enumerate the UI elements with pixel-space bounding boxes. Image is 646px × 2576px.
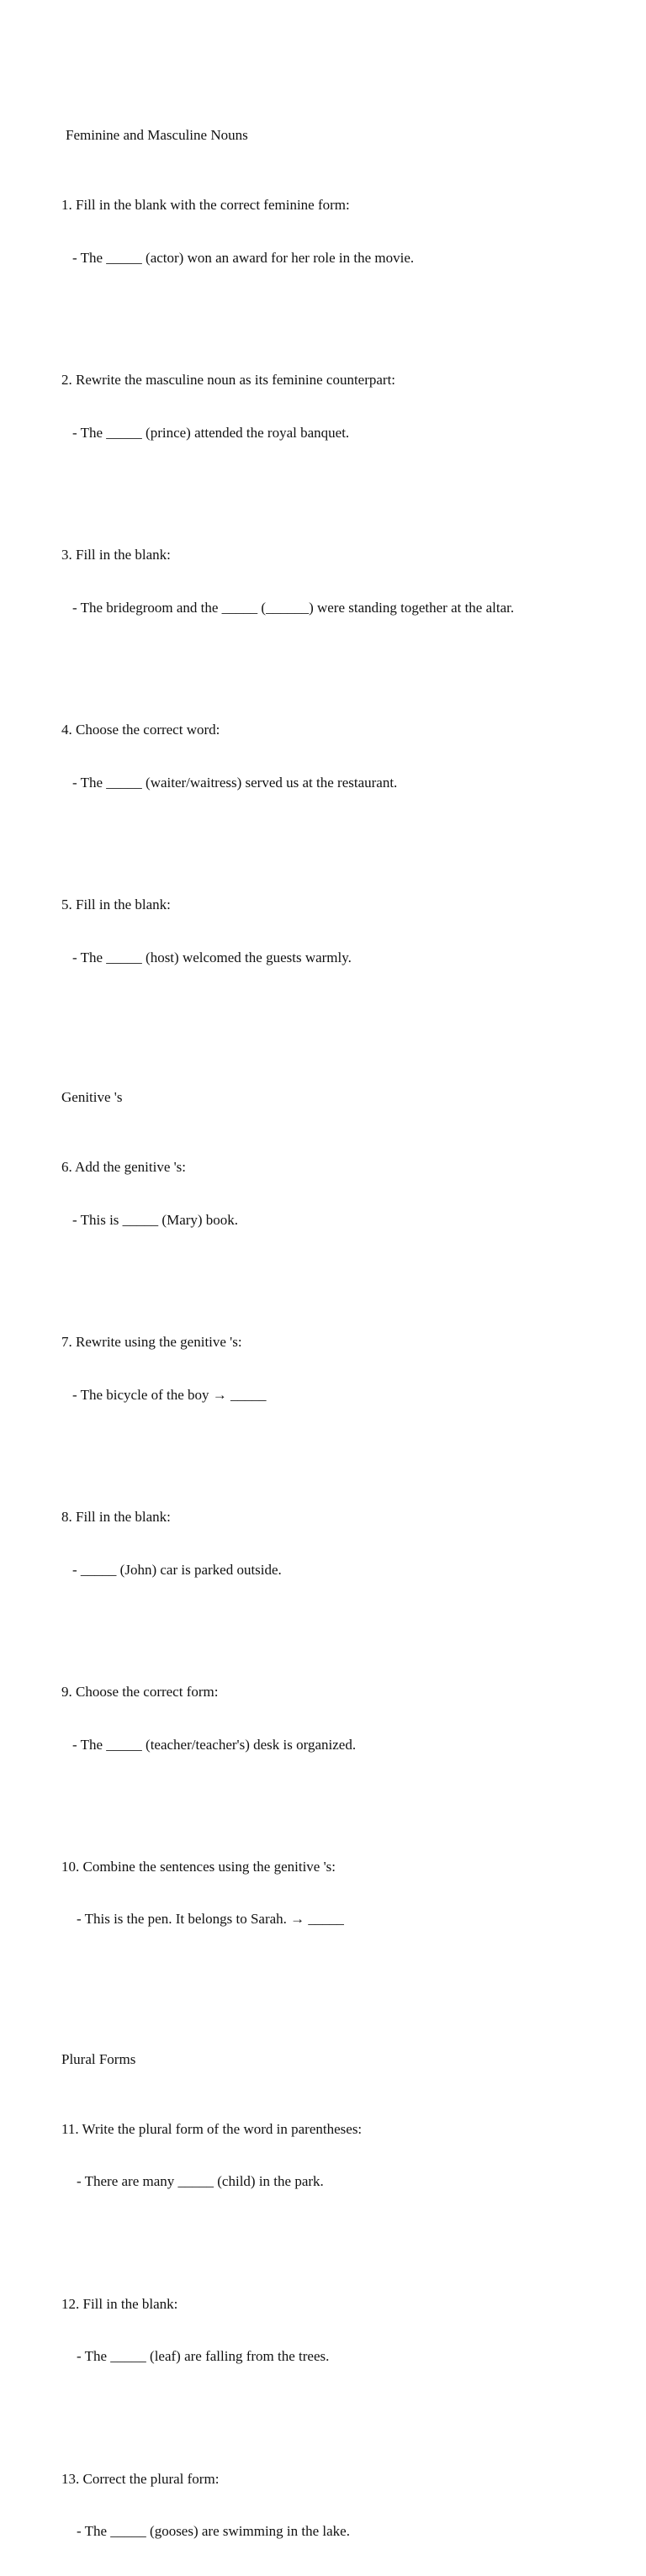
exercise-line: - The bicycle of the boy → _____ <box>72 1386 267 1403</box>
question-prompt: 12. Fill in the blank: <box>61 2296 178 2312</box>
exercise-line: - This is _____ (Mary) book. <box>72 1211 239 1228</box>
question-prompt: 7. Rewrite using the genitive 's: <box>61 1334 242 1351</box>
question-prompt: 10. Combine the sentences using the genitive 's: <box>61 1859 336 1875</box>
exercise-line: - There are many _____ (child) in the park. <box>77 2173 324 2190</box>
question-prompt: 6. Add the genitive 's: <box>61 1159 187 1176</box>
spacer <box>61 302 633 320</box>
spacer <box>61 1264 633 1282</box>
question-prompt: 1. Fill in the blank with the correct feminine form: <box>61 197 350 214</box>
spacer <box>61 1614 633 1632</box>
spacer <box>61 1002 633 1019</box>
exercise-line: - The bridegroom and the _____ (______) were standing together at the altar. <box>72 599 515 616</box>
worksheet-page <box>61 57 633 2576</box>
question-prompt: 8. Fill in the blank: <box>61 1509 171 1526</box>
spacer <box>61 1964 633 1981</box>
question-prompt: 13. Correct the plural form: <box>61 2470 220 2487</box>
exercise-line: - The _____ (waiter/waitress) served us at the restaurant. <box>72 774 398 791</box>
exercise-line: - _____ (John) car is parked outside. <box>72 1561 282 1578</box>
spacer <box>61 827 633 844</box>
question-prompt: 5. Fill in the blank: <box>61 897 171 913</box>
exercise-line: - The _____ (teacher/teacher's) desk is organized. <box>72 1736 357 1753</box>
question-prompt: 3. Fill in the blank: <box>61 547 171 563</box>
spacer <box>61 477 633 495</box>
spacer <box>61 1439 633 1457</box>
exercise-line: - The _____ (prince) attended the royal banquet. <box>72 424 350 441</box>
question-prompt: 11. Write the plural form of the word in parentheses: <box>61 2121 363 2138</box>
spacer <box>61 2226 633 2244</box>
question-prompt: 9. Choose the correct form: <box>61 1684 219 1701</box>
exercise-line: - The _____ (leaf) are falling from the trees. <box>77 2348 330 2365</box>
exercise-line: - The _____ (actor) won an award for her role in the movie. <box>72 249 415 266</box>
spacer <box>61 2401 633 2419</box>
spacer <box>61 652 633 669</box>
exercise-line: - The _____ (host) welcomed the guests warmly. <box>72 949 352 965</box>
exercise-line: - This is the pen. It belongs to Sarah. → _____ <box>77 1911 344 1928</box>
section-title: Genitive 's <box>61 1089 123 1106</box>
question-prompt: 2. Rewrite the masculine noun as its feminine counterpart: <box>61 372 396 389</box>
exercise-line: - The _____ (gooses) are swimming in the lake. <box>77 2523 350 2540</box>
question-prompt: 4. Choose the correct word: <box>61 722 220 738</box>
section-title: Feminine and Masculine Nouns <box>66 127 248 144</box>
section-title: Plural Forms <box>61 2050 136 2067</box>
spacer <box>61 1789 633 1806</box>
